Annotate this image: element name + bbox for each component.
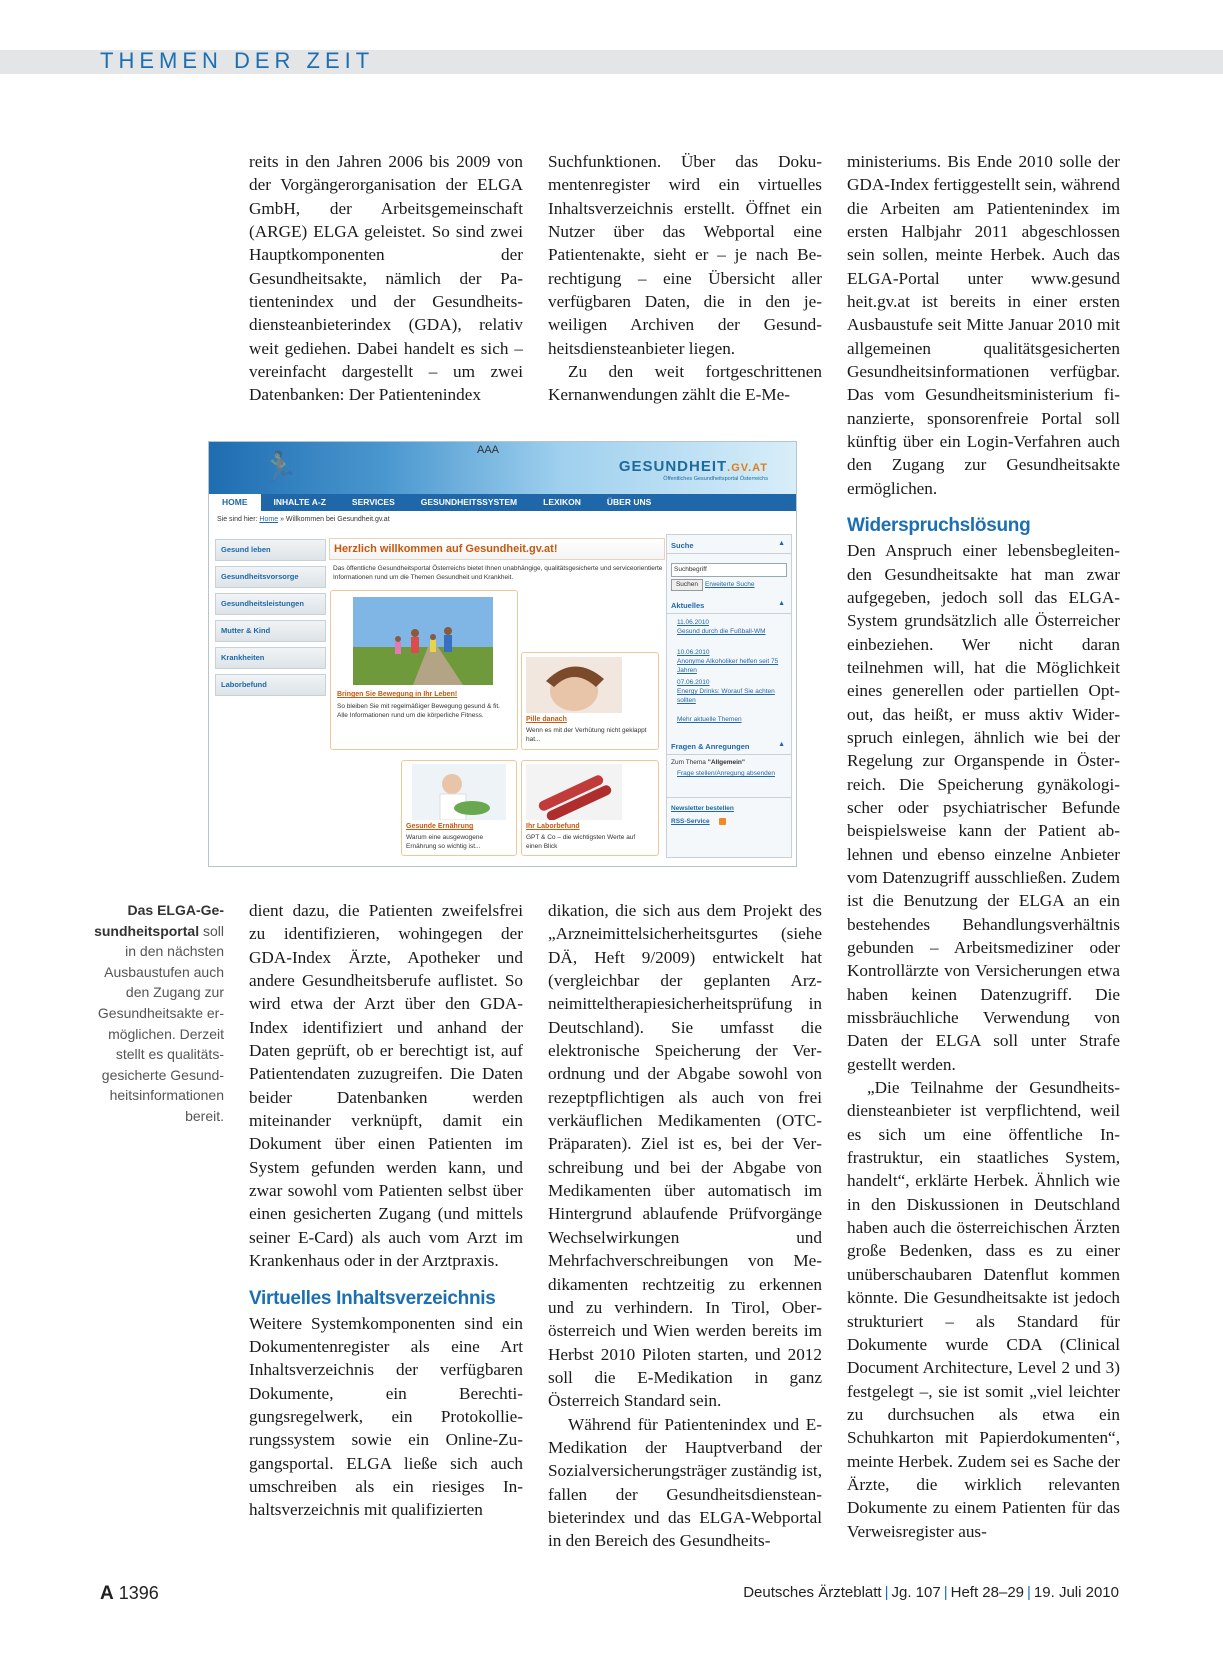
sidebar-item-gesund-leben[interactable]: Gesund leben — [215, 539, 326, 561]
tile-bewegung[interactable] — [330, 590, 518, 750]
news-date[interactable]: 07.06.2010 — [677, 679, 710, 686]
news-title[interactable]: Gesund durch die Fußball-WM — [677, 628, 766, 635]
nav-home[interactable]: HOME — [209, 494, 261, 511]
caption-text: soll in den nächsten Ausbaustufen auch den Zugang zur Gesundheitsakte ermöglichen. Derzeit stellt es qualitätsgesicherte Gesundheitsinformationen bereit. — [97, 922, 224, 1124]
paragraph: Weitere Systemkomponenten sind ein Dokumentenregister als eine Art Inhaltsverzeichnis der verfügbaren Dokumente, ein Berechtigungsregelwerk, ein Protokollierungssystem sowie ein Online-Zugangsportal. ELGA ließe sich auch umschreiben als ein riesiges Inhaltsverzeichnis mit qualifizierten — [249, 1313, 523, 1520]
running-family-image — [353, 597, 493, 685]
paragraph: Den Anspruch einer lebensbegleitenden Gesundheitsakte hat man zwar aufgegeben, jedoch soll das ELGA-System grundsätzlich alle Österreicher einbeziehen. Wer nicht daran teilnehmen will, hat die Möglichkeit eines generellen oder partiellen Opt-out, das heißt, er muss aktiv Widerspruch einlegen, ähnlich wie bei der Regelung zur Organspende in Österreich. Die Speicherung gynäkologischer oder psychiatrischer Befunde beispielsweise kann der Patient ablehnen und ebenso einzelne Anbieter vom Datenzugriff ausschließen. Zudem ist die Benutzung der ELGA an ein bestehendes Behandlungsverhältnis gebunden – Arbeitsmediziner oder Kontrollärzte von Versicherungen etwa haben keinen Datenzugriff. Die missbräuchliche Verwendung von Daten der ELGA soll unter Strafe gestellt werden. — [847, 541, 1120, 1074]
newsletter-link[interactable]: Newsletter bestellen — [671, 805, 734, 812]
sidebar-item-laborbefund[interactable]: Laborbefund — [215, 674, 326, 696]
image-caption — [92, 900, 224, 1127]
tile-text: GPT & Co – die wichtigsten Werte auf einen Blick — [526, 834, 636, 850]
paragraph: dikation, die sich aus dem Projekt des „Arzneimittelsicherheitsgurtes (siehe DÄ, Heft 9/2009) entwickelt hat (vergleichbar der geplanten Arzneimitteltherapiesicherheitsprüfung in Deutschland). Sie umfasst die elektronische Speicherung der Verordnung und der Abgabe sowohl von rezeptpflichtigen als auch von frei verkäuflichen Medikamenten (OTC-Präparaten). Ziel ist es, bei der Verschreibung und bei der Abgabe von Medikamenten über automatisch im Hintergrund ablaufende Prüfvorgänge Wechselwirkungen und Mehrfachverschreibungen von Medikamenten rechtzeitig zu erkennen und zu verhindern. In Tirol, Oberösterreich und Wien werden bereits im Herbst 2010 Piloten starten, und 2012 soll die E-Medikation in ganz Österreich Standard sein. — [548, 901, 822, 1411]
portal-main — [325, 534, 665, 864]
woman-salad-image — [412, 764, 506, 820]
nav-lexikon[interactable]: LEXIKON — [543, 497, 581, 507]
article-column-2-bottom — [548, 899, 822, 1553]
more-news-link[interactable]: Mehr aktuelle Themen — [677, 716, 742, 723]
advanced-search-link[interactable]: Erweiterte Suche — [705, 581, 755, 588]
portal-sidebar — [215, 539, 326, 701]
breadcrumb-home[interactable]: Home — [259, 516, 279, 523]
journal-name: Deutsches Ärzteblatt — [743, 1584, 882, 1601]
paragraph: Zu den weit fortgeschrittenen Kernanwendungen zählt die E-Me- — [548, 362, 822, 405]
nav-gesundheitssystem[interactable]: GESUNDHEITSSYSTEM — [420, 497, 518, 507]
portal-screenshot — [208, 441, 797, 867]
search-input[interactable]: Suchbegriff — [671, 563, 787, 577]
sidebar-item-mutter-kind[interactable]: Mutter & Kind — [215, 620, 326, 642]
page-number: A 1396 — [100, 1583, 159, 1604]
article-column-3 — [847, 150, 1120, 1543]
news-title[interactable]: Anonyme Alkoholiker helfen seit 75 Jahren — [677, 658, 779, 674]
tile-ernaehrung[interactable] — [401, 760, 517, 856]
portal-logo: GESUNDHEIT.GV.AT — [618, 458, 768, 475]
article-column-1-bottom — [249, 899, 523, 1522]
tile-title[interactable]: Pille danach — [526, 716, 567, 723]
questions-link[interactable]: Frage stellen/Anregung absenden — [677, 770, 775, 777]
paragraph: dient dazu, die Patienten zweifelsfrei zu identifizieren, wohingegen der GDA-Index Ärzte, Apotheker und andere Gesundheitsberufe auflistet. So wird etwa der Arzt über den GDA-Index identifiziert und anhand der Daten geprüft, ob er berechtigt ist, auf Patientendaten zuzugreifen. Die Daten beider Datenbanken werden miteinander verknüpft, damit ein Dokument über einen Patienten im System gefunden werden kann, und zwar sowohl vom Patienten selbst über einen gesicherten Zugang (und mittels seiner E-Card) als auch vom Arzt im Krankenhaus oder in der Arztpraxis. — [249, 901, 523, 1271]
tile-laborbefund[interactable] — [521, 760, 659, 856]
tile-pille[interactable] — [521, 652, 659, 750]
welcome-title: Herzlich willkommen auf Gesundheit.gv.at! — [329, 538, 665, 560]
collapse-arrow-icon[interactable]: ▲ — [778, 540, 785, 547]
subheading: Virtuelles Inhaltsverzeichnis — [249, 1287, 496, 1309]
portal-right-panel — [666, 534, 792, 858]
divider — [667, 553, 791, 554]
questions-heading: Fragen & Anregungen — [671, 742, 750, 751]
nav-inhalte[interactable]: INHALTE A-Z — [273, 497, 326, 507]
test-tubes-image — [526, 764, 622, 820]
tile-text: So bleiben Sie mit regelmäßiger Bewegung gesund & fit. Alle Informationen rund um die körperliche Fitness. — [337, 703, 500, 719]
tile-title[interactable]: Ihr Laborbefund — [526, 823, 580, 830]
rss-icon — [719, 818, 726, 825]
font-size-control[interactable]: AAA — [477, 444, 500, 456]
divider — [667, 754, 791, 755]
portal-logo-subtitle: Öffentliches Gesundheitsportal Österreichs — [663, 476, 768, 482]
tile-title[interactable]: Gesunde Ernährung — [406, 823, 474, 830]
news-date[interactable]: 11.06.2010 — [677, 619, 710, 626]
journal-info: Deutsches Ärzteblatt | Jg. 107 | Heft 28–29 | 19. Juli 2010 — [743, 1584, 1119, 1601]
section-label: THEMEN DER ZEIT — [100, 48, 375, 73]
divider — [667, 797, 791, 798]
tile-text: Wenn es mit der Verhütung nicht geklappt hat... — [526, 727, 647, 743]
article-column-1-top — [249, 150, 523, 407]
breadcrumb: Sie sind hier: Home » Willkommen bei Gesundheit.gv.at — [217, 516, 390, 523]
sidebar-item-leistungen[interactable]: Gesundheitsleistungen — [215, 593, 326, 615]
nav-services[interactable]: SERVICES — [351, 497, 395, 507]
nav-ueber-uns[interactable]: ÜBER UNS — [606, 497, 652, 507]
paragraph: Suchfunktionen. Über das Dokumentenregister wird ein virtuelles Inhaltsverzeichnis erstellt. Öffnet ein Nutzer über das Webportal eine Patientenakte, sieht er – je nach Berechtigung – eine Übersicht aller verfügbaren Daten, die in den jeweiligen Archiven der Gesundheitsdiensteanbieter liegen. — [548, 152, 822, 358]
journal-issue: Heft 28–29 — [950, 1584, 1025, 1601]
divider — [667, 613, 791, 614]
news-heading: Aktuelles — [671, 601, 705, 610]
caption-lead: Das ELGA-Gesundheitsportal — [94, 902, 224, 939]
paragraph: Während für Patientenindex und E-Medikation der Hauptverband der Sozialversicherungsträger zuständig ist, fallen der Gesundheitsdiensteanbieterindex und das ELGA-Webportal in den Bereich des Gesundheits- — [548, 1414, 822, 1551]
questions-topic: Zum Thema "Allgemein" — [671, 759, 745, 766]
paragraph: reits in den Jahren 2006 bis 2009 von der Vorgängerorganisation der ELGA GmbH, der Arbeitsgemeinschaft (ARGE) ELGA geleistet. So sind zwei Hauptkomponenten der Gesundheitsakte, nämlich der Patientenindex und der Gesundheitsdiensteanbieterindex (GDA), relativ weit gediehen. Dabei handelt es sich – vereinfacht dargestellt – um zwei Datenbanken: Der Patientenindex — [249, 152, 523, 405]
paragraph: „Die Teilnahme der Gesundheitsdiensteanbieter ist verpflichtend, weil es sich um eine öffentliche Infrastruktur, ein staatliches System, handelt“, erklärte Herbek. Ähnlich wie in den Diskussionen in Deutschland haben auch die österreichischen Ärzten große Bedenken, dass es zu einer unüberschaubaren Datenflut kommen könnte. Die Gesundheitsakte ist jedoch strukturiert – als Standard für Dokumente wurde CDA (Clinical Document Architecture, Level 2 und 3) festgelegt –, sie ist somit „viel leichter zu durchsuchen als etwa ein Schuhkarton mit Papierdokumenten“, meinte Herbek. Zudem sei es Sache der Ärzte, die wirklich relevanten Dokumente zu einem Patienten für das Verweisregister aus- — [847, 1078, 1120, 1541]
tile-title[interactable]: Bringen Sie Bewegung in Ihr Leben! — [337, 691, 458, 698]
rss-link[interactable]: RSS-Service — [671, 818, 710, 825]
journal-volume: Jg. 107 — [891, 1584, 941, 1601]
runner-icon: 🏃 — [261, 451, 299, 484]
tile-text: Warum eine ausgewogene Ernährung so wichtig ist... — [406, 834, 484, 850]
collapse-arrow-icon[interactable]: ▲ — [778, 600, 785, 607]
sidebar-item-vorsorge[interactable]: Gesundheitsvorsorge — [215, 566, 326, 588]
subheading: Widerspruchslösung — [847, 515, 1031, 537]
welcome-text: Das öffentliche Gesundheitsportal Österreichs bietet Ihnen unabhängige, qualitätsgesicherte und serviceorientierte Informationen rund um die Themen Gesundheit und Krankheit. — [333, 565, 663, 581]
search-heading: Suche — [671, 541, 694, 550]
paragraph: ministeriums. Bis Ende 2010 solle der GDA-Index fertiggestellt sein, während die Arbeiten am Patientenindex im ersten Halbjahr 2011 abgeschlossen sein sollen, meinte Herbek. Auch das ELGA-Portal unter www.gesund heit.gv.at ist bereits in einer ersten Ausbaustufe seit Mitte Januar 2010 mit allgemeinen qualitätsgesicherten Gesundheitsinformationen verfügbar. Das vom Gesundheitsministerium finanzierte, sponsorenfreie Portal soll künftig über ein Login-Verfahren auch den Zugang zur Gesundheitsakte ermöglichen. — [847, 152, 1121, 498]
sidebar-item-krankheiten[interactable]: Krankheiten — [215, 647, 326, 669]
journal-date: 19. Juli 2010 — [1033, 1584, 1119, 1601]
portal-nav — [209, 494, 796, 511]
woman-portrait-image — [526, 657, 622, 713]
news-title[interactable]: Energy Drinks: Worauf Sie achten sollten — [677, 688, 775, 704]
collapse-arrow-icon[interactable]: ▲ — [778, 741, 785, 748]
article-column-2-top — [548, 150, 822, 407]
search-button[interactable]: Suchen — [671, 579, 703, 591]
news-date[interactable]: 10.06.2010 — [677, 649, 710, 656]
